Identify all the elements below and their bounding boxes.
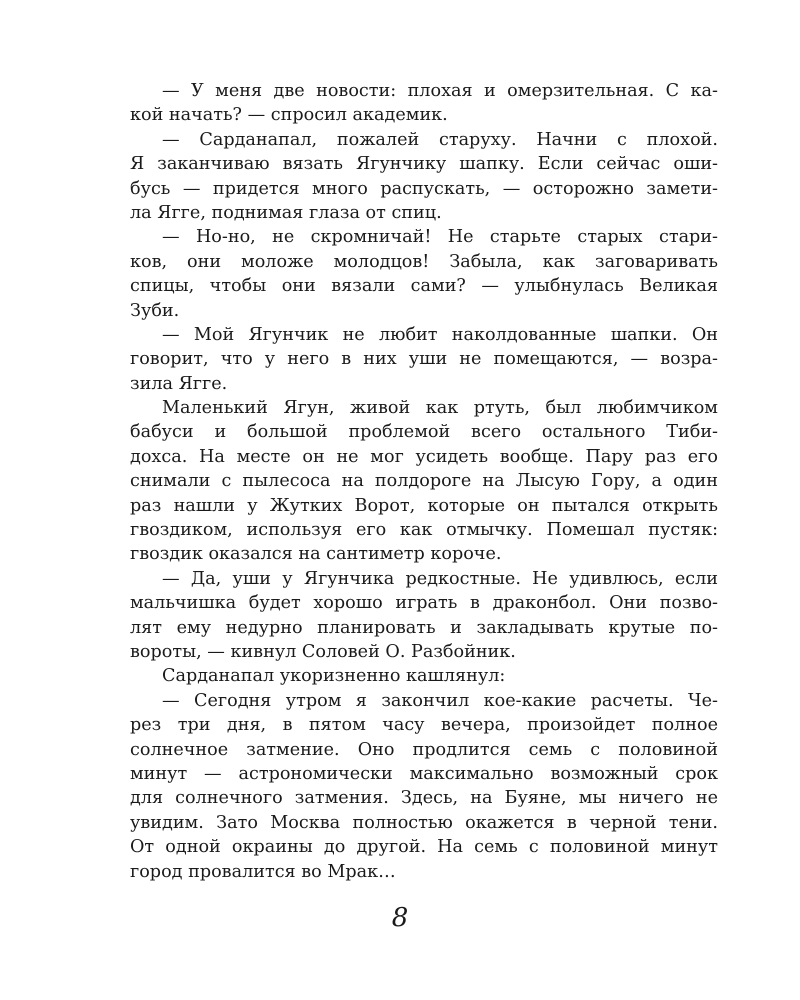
text-line: лят ему недурно планировать и закладывать крутые по-	[130, 617, 718, 638]
text-line: Сарданапал укоризненно кашлянул:	[162, 666, 506, 687]
text-line: спицы, чтобы они вязали сами? — улыбнулась Великая	[130, 276, 718, 297]
page-number: 8	[391, 903, 409, 933]
text-line: От одной окраины до другой. На семь с половиной минут	[130, 837, 718, 858]
text-line: Зуби.	[130, 300, 180, 321]
text-line: снимали с пылесоса на полдороге на Лысую Гору, а один	[130, 471, 718, 492]
text-line: минут — астрономически максимально возможный срок	[130, 763, 718, 784]
text-line: Я заканчиваю вязать Ягунчику шапку. Если сейчас оши-	[130, 154, 718, 175]
text-line: раз нашли у Жутких Ворот, которые он пытался открыть	[130, 495, 718, 516]
text-line: — Сарданапал, пожалей старуху. Начни с плохой.	[162, 129, 718, 150]
text-line: бабуси и большой проблемой всего остального Тиби-	[130, 422, 718, 443]
text-line: гвоздик оказался на сантиметр короче.	[130, 544, 502, 565]
text-line: солнечное затмение. Оно продлится семь с половиной	[130, 739, 718, 760]
text-line: бусь — придется много распускать, — осторожно замети-	[130, 178, 718, 199]
body-text	[130, 79, 718, 884]
text-line: кой начать? — спросил академик.	[130, 105, 448, 126]
text-line: Маленький Ягун, живой как ртуть, был любимчиком	[162, 398, 718, 419]
text-line: город провалится во Мрак…	[130, 861, 396, 882]
text-line: зила Ягге.	[130, 373, 228, 394]
text-line: ла Ягге, поднимая глаза от спиц.	[130, 202, 442, 223]
text-line: — Сегодня утром я закончил кое-какие расчеты. Че-	[162, 690, 718, 711]
text-line: говорит, что у него в них уши не помещаются, — возра-	[130, 349, 718, 370]
text-line: мальчишка будет хорошо играть в драконбол. Они позво-	[130, 593, 718, 614]
text-line: — Да, уши у Ягунчика редкостные. Не удивлюсь, если	[162, 568, 718, 589]
text-line: — У меня две новости: плохая и омерзительная. С ка-	[162, 81, 718, 101]
text-line: гвоздиком, используя его как отмычку. Помешал пустяк:	[130, 520, 718, 541]
text-line: — Но-но, не скромничай! Не старьте старых стари-	[162, 227, 718, 248]
text-line: для солнечного затмения. Здесь, на Буяне, мы ничего не	[130, 788, 718, 809]
text-line: рез три дня, в пятом часу вечера, произойдет полное	[130, 715, 718, 736]
text-line: ков, они моложе молодцов! Забыла, как заговаривать	[130, 251, 718, 272]
text-line: — Мой Ягунчик не любит наколдованные шапки. Он	[162, 324, 718, 345]
text-line: доxса. На месте он не мог усидеть вообще. Пару раз его	[130, 446, 718, 467]
text-line: вороты, — кивнул Соловей О. Разбойник.	[130, 641, 516, 662]
text-line: увидим. Зато Москва полностью окажется в черной тени.	[130, 812, 718, 833]
